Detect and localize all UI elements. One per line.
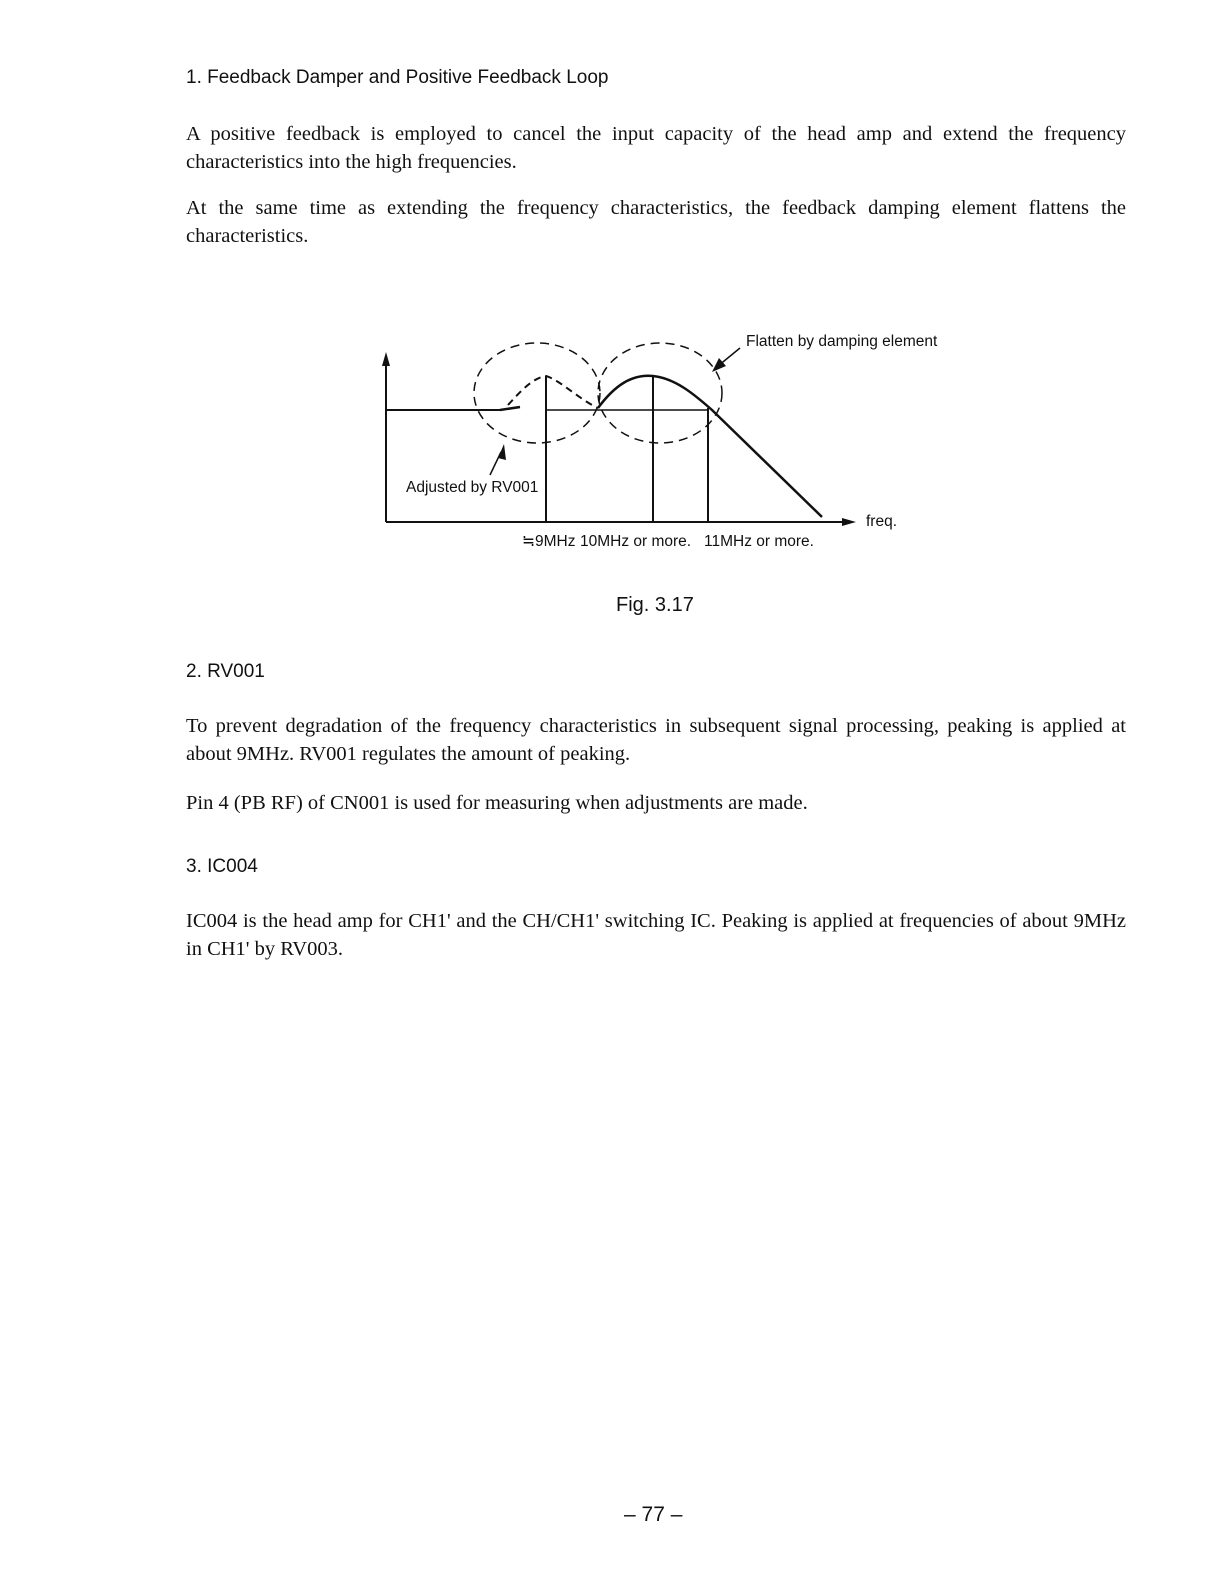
text-line: in CH1' by RV003. bbox=[186, 938, 343, 960]
tick-label-11mhz: 11MHz or more. bbox=[704, 533, 814, 550]
tick-label-9mhz: ≒9MHz bbox=[522, 533, 576, 550]
flattened-response-curve bbox=[500, 376, 822, 517]
text-line: Pin 4 (PB RF) of CN001 is used for measuring when adjustments are made. bbox=[186, 792, 808, 814]
page-number: – 77 – bbox=[624, 1503, 683, 1526]
section-2-paragraph-1 bbox=[186, 712, 1126, 768]
text-line: characteristics. bbox=[186, 225, 309, 247]
x-axis-label: freq. bbox=[866, 513, 898, 530]
section-2-paragraph-2 bbox=[186, 789, 1126, 817]
peaking-response-curve bbox=[508, 376, 598, 408]
text-line: characteristics into the high frequencies. bbox=[186, 151, 517, 173]
damping-arrowhead bbox=[712, 358, 726, 372]
tick-label-10mhz: 10MHz or more. bbox=[580, 533, 692, 550]
section-3-heading: 3. IC004 bbox=[186, 856, 258, 877]
text-line: To prevent degradation of the frequency characteristics in subsequent signal processing, peaking is applied at bbox=[186, 715, 1126, 737]
text-line: about 9MHz. RV001 regulates the amount of peaking. bbox=[186, 743, 631, 765]
text-line: At the same time as extending the frequency characteristics, the feedback damping element flattens the bbox=[186, 197, 1126, 219]
x-axis-arrowhead bbox=[842, 518, 856, 526]
y-axis-arrowhead bbox=[382, 352, 390, 366]
text-line: A positive feedback is employed to cancel the input capacity of the head amp and extend the frequency bbox=[186, 123, 1126, 145]
text-line: IC004 is the head amp for CH1' and the CH/CH1' switching IC. Peaking is applied at frequencies of about 9MHz bbox=[186, 910, 1126, 932]
section-3-paragraph-1 bbox=[186, 907, 1126, 963]
damping-region-ellipse bbox=[598, 343, 722, 443]
section-1-heading: 1. Feedback Damper and Positive Feedback Loop bbox=[186, 67, 609, 88]
annotation-rv001: Adjusted by RV001 bbox=[406, 479, 539, 496]
rv001-arrowhead bbox=[498, 444, 506, 460]
figure-caption: Fig. 3.17 bbox=[616, 594, 694, 616]
section-2-heading: 2. RV001 bbox=[186, 661, 265, 682]
annotation-damping: Flatten by damping element bbox=[746, 333, 938, 350]
peaking-region-ellipse bbox=[474, 343, 600, 443]
